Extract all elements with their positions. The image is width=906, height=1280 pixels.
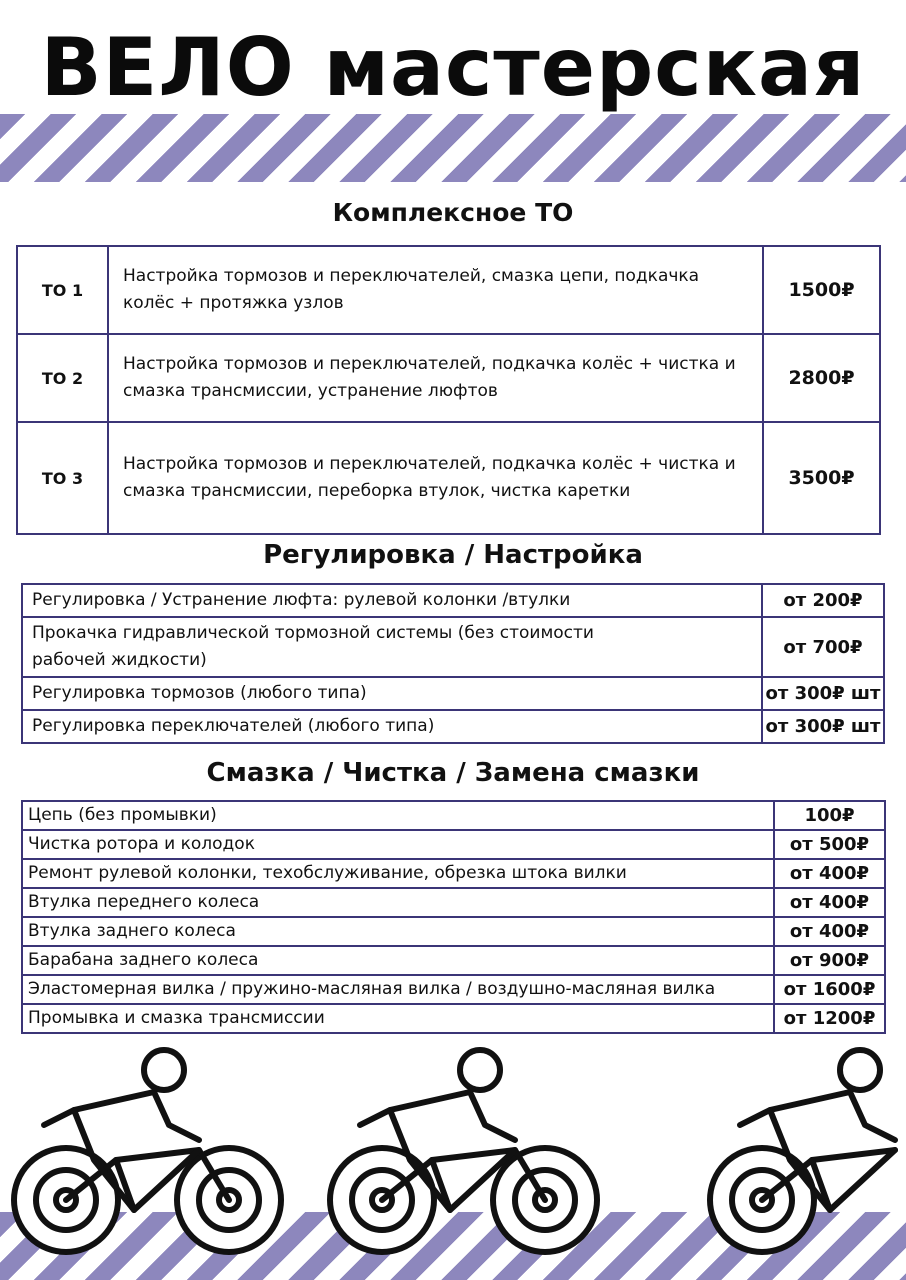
lube-price: от 400₽ (774, 859, 885, 888)
table-row (22, 888, 885, 917)
lube-price: от 500₽ (774, 830, 885, 859)
section-title-to: Комплексное ТО (332, 198, 574, 227)
to-name: ТО 2 (17, 334, 108, 422)
table-row (22, 830, 885, 859)
table-row (22, 946, 885, 975)
lube-price: от 400₽ (774, 888, 885, 917)
lube-table (21, 800, 886, 1034)
cyclist-icon (320, 1040, 620, 1265)
adjust-desc: Регулировка тормозов (любого типа) (22, 677, 762, 710)
to-name: ТО 1 (17, 246, 108, 334)
table-row (22, 859, 885, 888)
cyclist-icon (4, 1040, 304, 1265)
adjust-price: от 300₽ шт (762, 710, 884, 743)
table-row (22, 677, 884, 710)
page-title: ВЕЛО мастерская (40, 21, 866, 114)
lube-desc: Ремонт рулевой колонки, техобслуживание, обрезка штока вилки (22, 859, 774, 888)
to-desc: Настройка тормозов и переключателей, подкачка колёс + чистка и смазка трансмиссии, переборка втулок, чистка каретки (108, 422, 763, 534)
lube-desc: Втулка заднего колеса (22, 917, 774, 946)
table-row (22, 1004, 885, 1033)
adjust-price: от 700₽ (762, 617, 884, 677)
cyclist-icon (700, 1040, 906, 1265)
lube-price: от 1200₽ (774, 1004, 885, 1033)
lube-desc: Цепь (без промывки) (22, 801, 774, 830)
lube-desc: Барабана заднего колеса (22, 946, 774, 975)
to-desc: Настройка тормозов и переключателей, смазка цепи, подкачка колёс + протяжка узлов (108, 246, 763, 334)
section-title-adjust: Регулировка / Настройка (263, 540, 643, 570)
table-row (17, 422, 880, 534)
section-title-lube: Смазка / Чистка / Замена смазки (206, 758, 700, 788)
lube-price: от 900₽ (774, 946, 885, 975)
table-row (17, 334, 880, 422)
to-desc: Настройка тормозов и переключателей, подкачка колёс + чистка и смазка трансмиссии, устранение люфтов (108, 334, 763, 422)
to-table (16, 245, 881, 535)
lube-price: от 1600₽ (774, 975, 885, 1004)
lube-price: 100₽ (774, 801, 885, 830)
adjust-price: от 300₽ шт (762, 677, 884, 710)
table-row (22, 617, 884, 677)
adjust-desc: Регулировка / Устранение люфта: рулевой колонки /втулки (22, 584, 762, 617)
to-price: 3500₽ (763, 422, 880, 534)
table-row (22, 710, 884, 743)
table-row (17, 246, 880, 334)
table-row (22, 975, 885, 1004)
adjust-table (21, 583, 885, 744)
table-row (22, 917, 885, 946)
lube-desc: Эластомерная вилка / пружино-масляная вилка / воздушно-масляная вилка (22, 975, 774, 1004)
to-price: 2800₽ (763, 334, 880, 422)
table-row (22, 584, 884, 617)
adjust-desc: Регулировка переключателей (любого типа) (22, 710, 762, 743)
lube-desc: Промывка и смазка трансмиссии (22, 1004, 774, 1033)
table-row (22, 801, 885, 830)
adjust-price: от 200₽ (762, 584, 884, 617)
adjust-desc: Прокачка гидравлической тормозной системы (без стоимости рабочей жидкости) (22, 617, 762, 677)
lube-price: от 400₽ (774, 917, 885, 946)
to-name: ТО 3 (17, 422, 108, 534)
top-stripe-band (0, 114, 906, 182)
lube-desc: Втулка переднего колеса (22, 888, 774, 917)
lube-desc: Чистка ротора и колодок (22, 830, 774, 859)
to-price: 1500₽ (763, 246, 880, 334)
